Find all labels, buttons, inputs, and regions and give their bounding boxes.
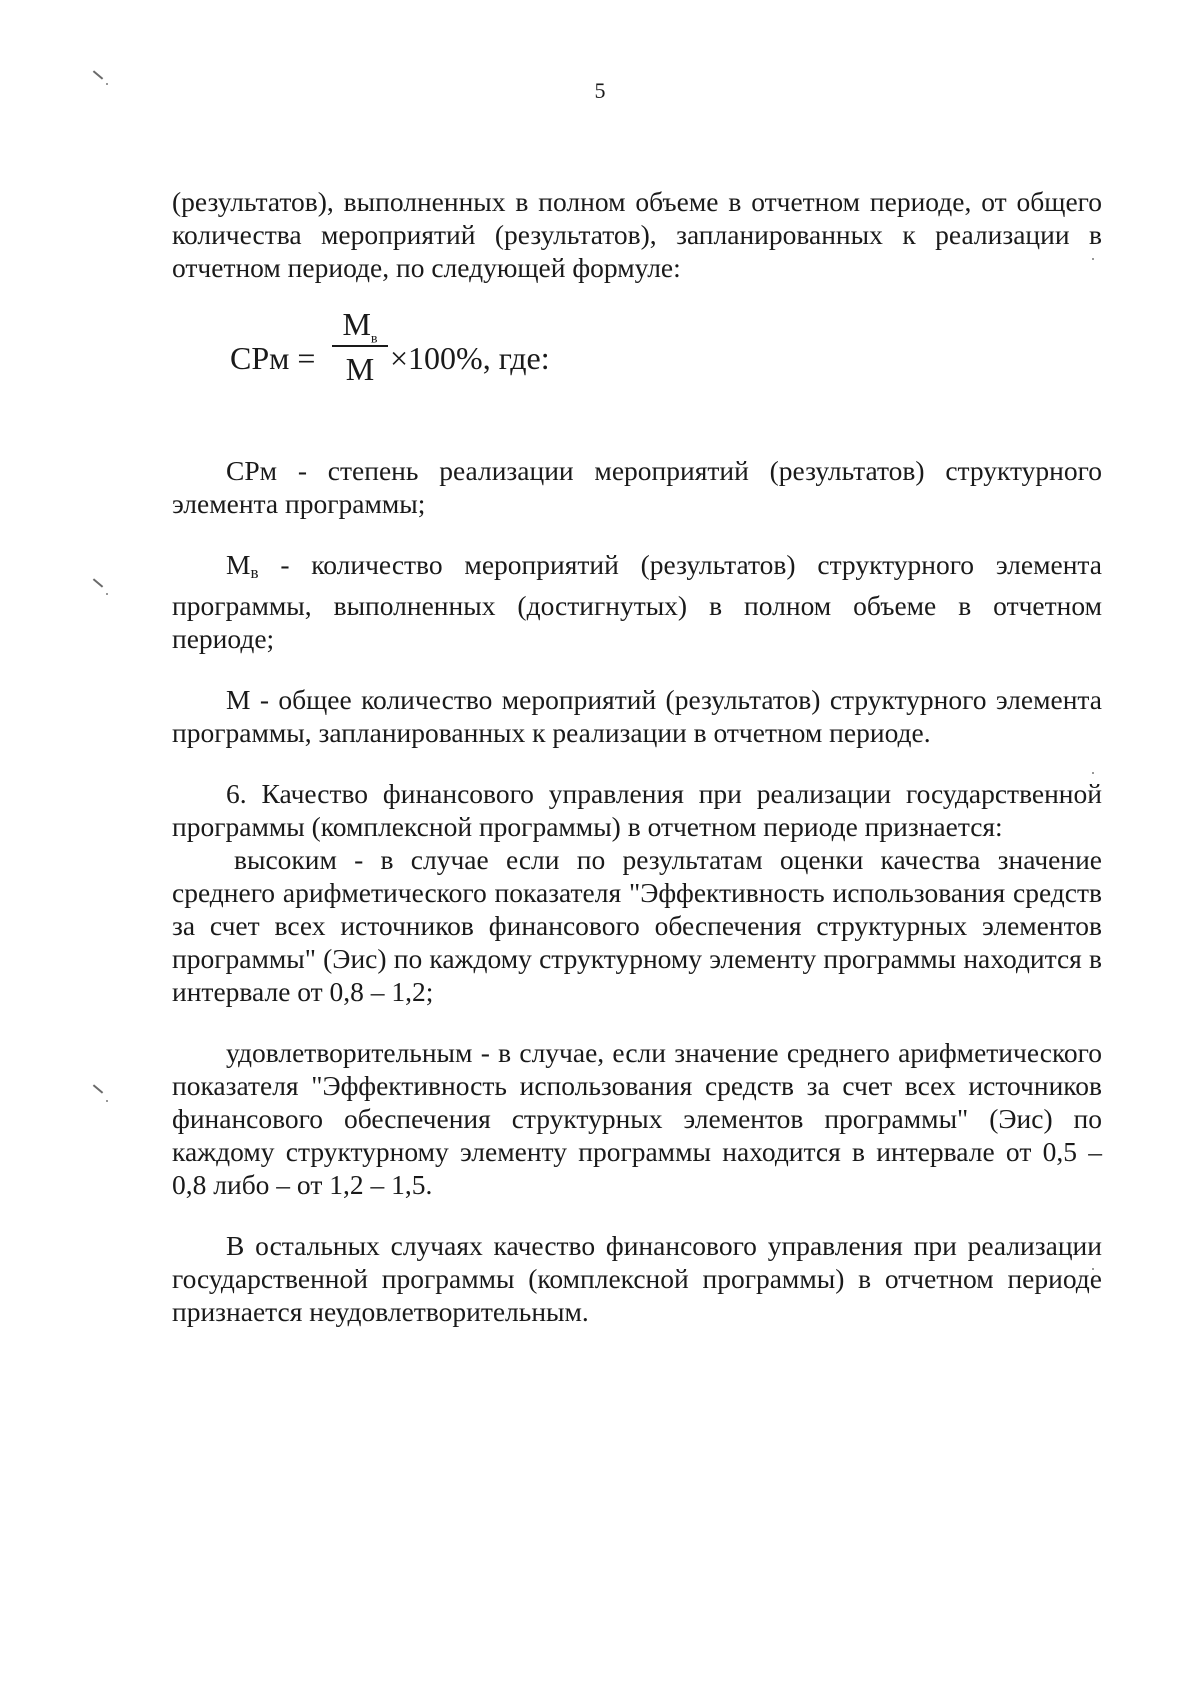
mv-symbol: М bbox=[226, 549, 251, 580]
section-6-intro: 6. Качество финансового управления при реализации государственной программы (комплексной программы) в отчетном периоде признается: bbox=[172, 778, 1102, 842]
numerator-subscript: в bbox=[370, 331, 378, 347]
definition-mv bbox=[172, 548, 1102, 655]
fraction-bar bbox=[332, 345, 388, 347]
formula-lhs: СРм = bbox=[230, 340, 316, 376]
mv-text: - количество мероприятий (результатов) структурного элемента программы, выполненных (достигнутых) в полном объеме в отчетном периоде; bbox=[172, 549, 1102, 654]
scan-dot bbox=[106, 1100, 108, 1102]
scan-dot bbox=[106, 593, 108, 595]
page-number: 5 bbox=[594, 78, 606, 103]
formula-fraction bbox=[332, 304, 388, 388]
document-body bbox=[172, 185, 1102, 1328]
formula-numerator bbox=[332, 304, 388, 347]
definition-srm: СРм - степень реализации мероприятий (результатов) структурного элемента программы; bbox=[172, 455, 1102, 519]
intro-paragraph: (результатов), выполненных в полном объеме в отчетном периоде, от общего количества мероприятий (результатов), запланированных к реализации в отчетном периоде, по следующей формуле: bbox=[172, 186, 1102, 283]
mv-subscript: в bbox=[250, 563, 259, 582]
formula bbox=[172, 304, 1102, 424]
section-6-other: В остальных случаях качество финансового управления при реализации государственной программы (комплексной программы) в отчетном периоде признается неудовлетворительным. bbox=[172, 1230, 1102, 1327]
section-6-high: высоким - в случае если по результатам оценки качества значение среднего арифметического показателя "Эффективность использования средств за счет всех источников финансового обеспечения структурных элементов программы" (Эис) по каждому структурному элементу программы находится в интервале от 0,8 – 1,2; bbox=[172, 844, 1102, 1007]
scan-mark bbox=[93, 1084, 103, 1093]
definition-m: М - общее количество мероприятий (результатов) структурного элемента программы, запланированных к реализации в отчетном периоде. bbox=[172, 684, 1102, 748]
section-6-satisfactory: удовлетворительным - в случае, если значение среднего арифметического показателя "Эффективность использования средств за счет всех источников финансового обеспечения структурных элементов программы" (Эис) по каждому структурному элементу программы находится в интервале от 0,5 – 0,8 либо – от 1,2 – 1,5. bbox=[172, 1037, 1102, 1200]
scan-mark bbox=[93, 578, 103, 587]
numerator-symbol: М bbox=[342, 306, 371, 342]
formula-rhs: ×100%, где: bbox=[390, 340, 550, 376]
formula-denominator: М bbox=[345, 351, 375, 387]
